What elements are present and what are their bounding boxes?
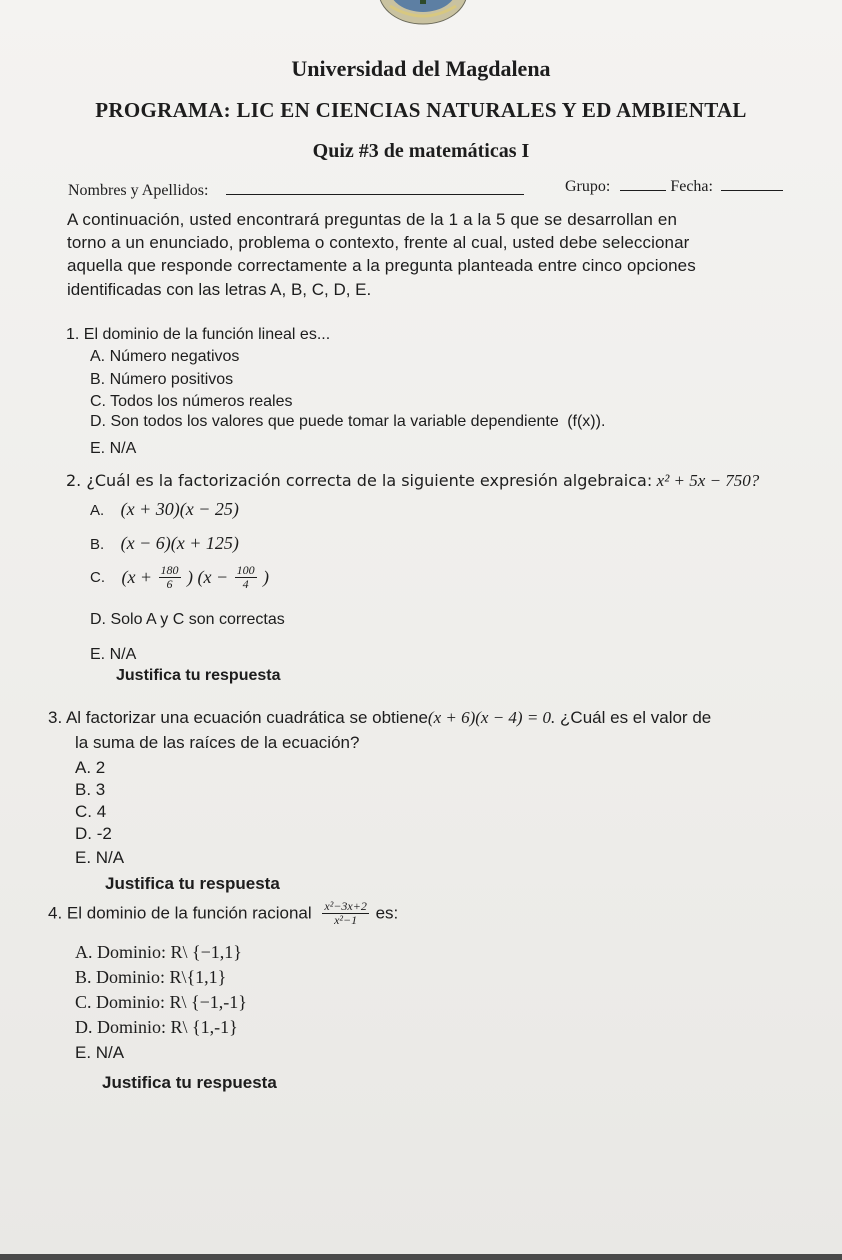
q3-option-c: C. 4 (75, 802, 107, 821)
group-field[interactable] (620, 176, 666, 191)
q2-option-a: A. (x + 30)(x − 25) (90, 499, 239, 519)
q2-justify: Justifica tu respuesta (116, 667, 281, 684)
intro-line-3: aquella que responde correctamente a la pregunta planteada entre cinco opciones (67, 256, 696, 275)
q1-option-b: B. Número positivos (90, 371, 234, 388)
q2-option-e: E. N/A (90, 646, 137, 663)
q3-option-d: D. -2 (75, 824, 112, 843)
intro-line-1: A continuación, usted encontrará preguntas de la 1 a la 5 que se desarrollan en (67, 210, 678, 229)
q3-justify: Justifica tu respuesta (105, 874, 280, 893)
q2-fraction-1: $\frac{180}{6}$ (160, 563, 179, 591)
program-title: PROGRAMA: LIC EN CIENCIAS NATURALES Y ED AMBIENTAL (95, 98, 747, 122)
group-date-fields (565, 176, 783, 196)
q4-option-d: D. Dominio: R\ {1,-1} (75, 1017, 238, 1037)
student-fields (68, 180, 524, 200)
q4-fraction: $\frac{\text{x²−3x+2}}{\text{x²−1}}$ (324, 899, 367, 927)
date-field[interactable] (721, 176, 783, 191)
q4-option-b: B. Dominio: R\{1,1} (75, 967, 227, 987)
q3-option-a: A. 2 (75, 758, 106, 777)
group-label: Grupo: (565, 178, 611, 195)
name-field[interactable] (226, 180, 524, 195)
q4-stem: 4. El dominio de la función racional $\frac{\text{x²−3x+2}}{\text{x²−1}}$ es: (48, 899, 399, 927)
q3-stem: 3. Al factorizar una ecuación cuadrática se obtiene(x + 6)(x − 4) = 0. ¿Cuál es el valor de (48, 708, 712, 727)
q2-option-d: D. Solo A y C son correctas (90, 611, 285, 628)
q1-stem: 1. El dominio de la función lineal es... (66, 326, 331, 343)
intro-line-4: identificadas con las letras A, B, C, D, E. (67, 280, 372, 299)
q4-justify: Justifica tu respuesta (102, 1073, 277, 1092)
q1-option-d: D. Son todos los valores que puede tomar la variable dependiente (f(x)). (90, 413, 606, 430)
quiz-title: Quiz #3 de matemáticas I (312, 140, 530, 162)
q2-fraction-2: $\frac{100}{4}$ (236, 563, 255, 591)
q1-option-e: E. N/A (90, 440, 137, 457)
q1-option-c: C. Todos los números reales (90, 393, 293, 410)
q4-option-e: E. N/A (75, 1043, 125, 1062)
university-seal-icon (378, 0, 468, 26)
intro-line-2: torno a un enunciado, problema o contexto, frente al cual, usted debe seleccionar (67, 233, 690, 252)
q3-option-b: B. 3 (75, 780, 106, 799)
q3-option-e: E. N/A (75, 848, 125, 867)
q4-option-a: A. Dominio: R\ {−1,1} (75, 942, 242, 962)
q3-stem-line-2: la suma de las raíces de la ecuación? (75, 733, 360, 752)
q4-option-c: C. Dominio: R\ {−1,-1} (75, 992, 247, 1012)
q2-option-b: B. (x − 6)(x + 125) (90, 533, 239, 553)
q1-option-a: A. Número negativos (90, 348, 240, 365)
date-label: Fecha: (670, 178, 713, 195)
university-title: Universidad del Magdalena (291, 56, 551, 81)
name-label: Nombres y Apellidos: (68, 182, 209, 199)
q2-option-c: C. (x + $\frac{180}{6}$ ) (x − $\frac{100}{4}$ ) (90, 563, 270, 591)
q2-stem: 2. ¿Cuál es la factorización correcta de la siguiente expresión algebraica: x² + 5x − 750? (66, 471, 760, 490)
page-bottom-edge (0, 1254, 842, 1260)
